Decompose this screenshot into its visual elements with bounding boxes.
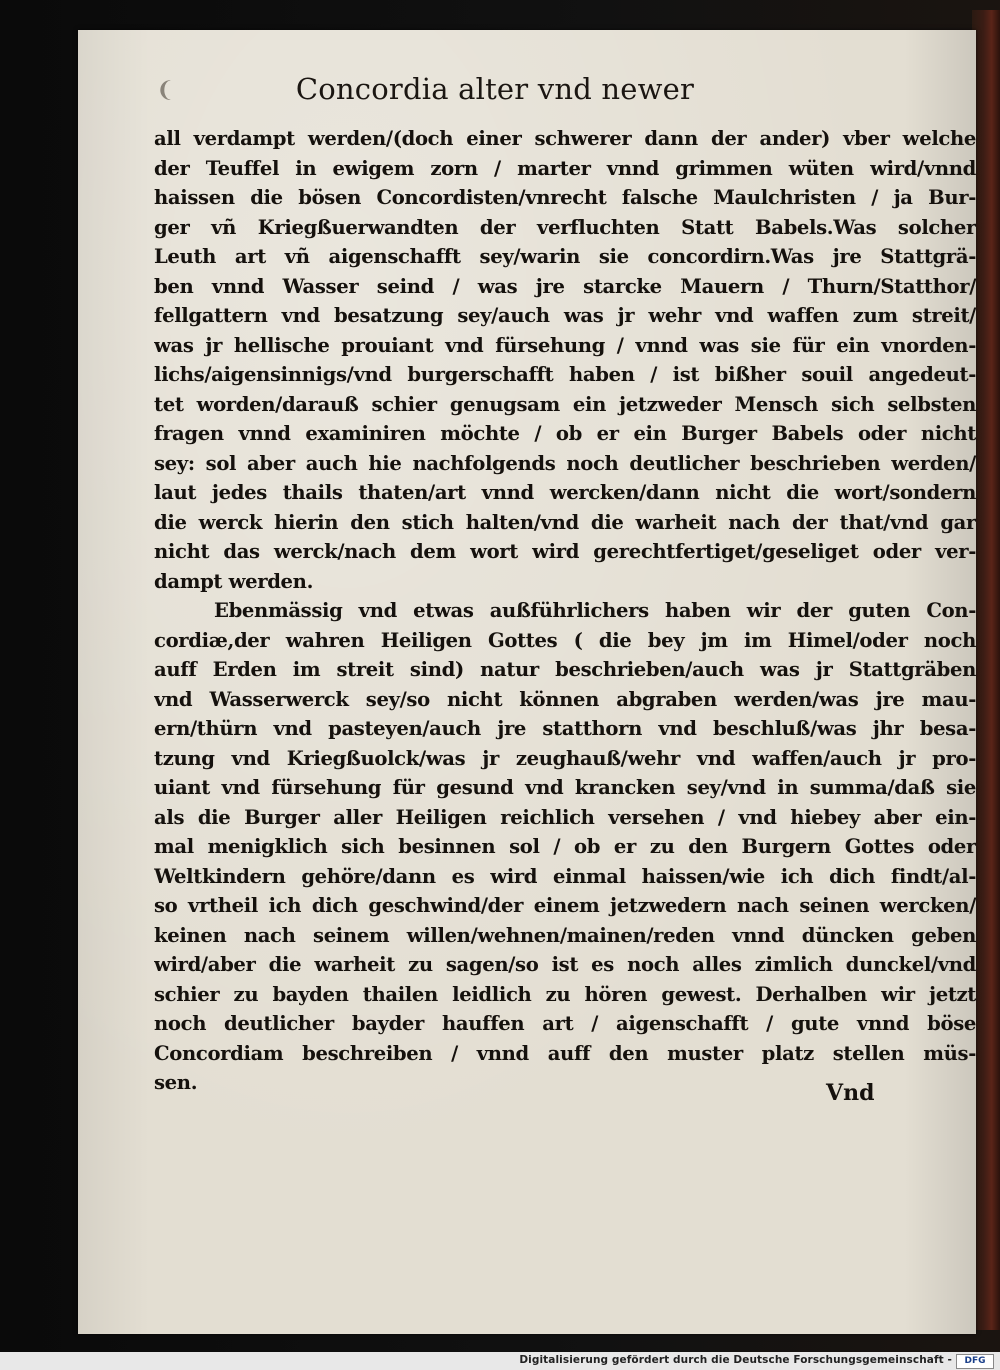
- text-line: tzung vnd Kriegßuolck/was jr zeughauß/wehr vnd waffen/auch jr pro-: [154, 746, 976, 770]
- running-head: Concordia alter vnd newer: [295, 72, 695, 106]
- dfg-logo: DFG: [956, 1354, 994, 1369]
- text-line: sey: sol aber auch hie nachfolgends noch deutlicher beschrieben werden/: [154, 451, 976, 475]
- text-line: fellgattern vnd besatzung sey/auch was jr wehr vnd waffen zum streit/: [154, 304, 976, 327]
- book-binding-edge: [972, 10, 1000, 1330]
- text-line: auff Erden im streit sind) natur beschrieben/auch was jr Stattgräben: [154, 658, 976, 681]
- text-line: schier zu bayden thailen leidlich zu hören gewest. Derhalben wir jetzt: [154, 982, 976, 1006]
- text-line: der Teuffel in ewigem zorn / marter vnnd grimmen wüten wird/vnnd: [154, 156, 976, 180]
- text-line: noch deutlicher bayder hauffen art / aigenschafft / gute vnnd böse: [154, 1012, 976, 1035]
- text-line: wird/aber die warheit zu sagen/so ist es noch alles zimlich dunckel/vnd: [154, 953, 976, 976]
- text-line: uiant vnd fürsehung für gesund vnd krancken sey/vnd in summa/daß sie: [154, 776, 976, 799]
- text-line: so vrtheil ich dich geschwind/der einem jetzwedern nach seinen wercken/: [154, 894, 976, 917]
- text-line: dampt werden.: [154, 569, 314, 593]
- text-line: all verdampt werden/(doch einer schwerer dann der ander) vber welche: [154, 127, 976, 150]
- text-line: die werck hierin den stich halten/vnd die warheit nach der that/vnd gar: [154, 510, 976, 534]
- text-line: keinen nach seinem willen/wehnen/mainen/reden vnnd düncken geben: [154, 923, 976, 947]
- body-text: [154, 124, 976, 1098]
- text-line: Weltkindern gehöre/dann es wird einmal haissen/wie ich dich findt/al-: [154, 864, 976, 888]
- text-line: mal menigklich sich besinnen sol / ob er zu den Burgern Gottes oder: [154, 835, 976, 858]
- text-line: als die Burger aller Heiligen reichlich versehen / vnd hiebey aber ein-: [154, 805, 976, 829]
- text-line: cordiæ,der wahren Heiligen Gottes ( die bey jm im Himel/oder noch: [154, 628, 976, 652]
- text-line: tet worden/darauß schier genugsam ein jetzweder Mensch sich selbsten: [154, 392, 976, 416]
- text-line: Leuth art vñ aigenschafft sey/warin sie concordirn.Was jre Stattgrä-: [154, 245, 976, 268]
- text-line: lichs/aigensinnigs/vnd burgerschafft haben / ist bißher souil angedeut-: [154, 363, 976, 386]
- text-line: ben vnnd Wasser seind / was jre starcke Mauern / Thurn/Statthor/: [154, 274, 976, 298]
- text-line: Ebenmässig vnd etwas außführlichers haben wir der guten Con-: [214, 599, 976, 622]
- text-line: Concordiam beschreiben / vnnd auff den muster platz stellen müs-: [154, 1041, 976, 1065]
- text-line: nicht das werck/nach dem wort wird gerechtfertiget/geseliget oder ver-: [154, 540, 976, 563]
- text-line: ger vñ Kriegßuerwandten der verfluchten Statt Babels.Was solcher: [154, 215, 976, 239]
- text-line: ern/thürn vnd pasteyen/auch jre statthorn vnd beschluß/was jhr besa-: [154, 717, 976, 740]
- text-line: was jr hellische prouiant vnd fürsehung / vnnd was sie für ein vnorden-: [154, 333, 976, 357]
- text-line: fragen vnnd examiniren möchte / ob er ein Burger Babels oder nicht: [154, 422, 976, 445]
- text-line: haissen die bösen Concordisten/vnrecht falsche Maulchristen / ja Bur-: [154, 186, 976, 209]
- catchword: Vnd: [826, 1080, 875, 1106]
- text-line: vnd Wasserwerck sey/so nicht können abgraben werden/was jre mau-: [154, 687, 976, 711]
- funding-credit: Digitalisierung gefördert durch die Deutsche Forschungsgemeinschaft -: [519, 1354, 952, 1366]
- text-line: sen.: [154, 1071, 198, 1094]
- text-line: laut jedes thails thaten/art vnnd wercken/dann nicht die wort/sondern: [154, 481, 976, 504]
- page-corner-mark: ❨: [156, 78, 175, 103]
